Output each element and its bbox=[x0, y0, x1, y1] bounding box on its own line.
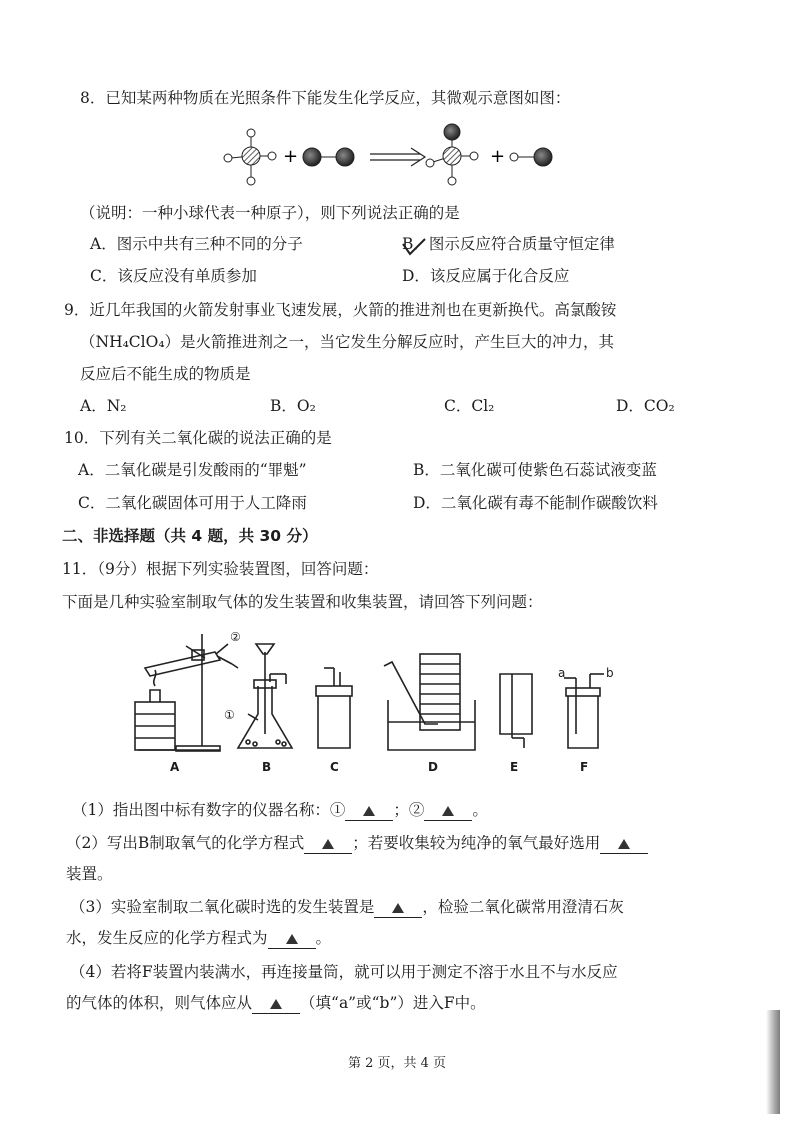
q11-p4-text-b: 的气体的体积，则气体应从 bbox=[66, 994, 253, 1012]
answer-blank-4[interactable] bbox=[600, 833, 648, 854]
apparatus-a-drawing bbox=[135, 634, 238, 751]
section2-title: 二、非选择题（共 4 题，共 30 分） bbox=[62, 527, 318, 545]
scan-edge-shadow bbox=[766, 1010, 780, 1114]
q11-part4-cont bbox=[66, 993, 486, 1014]
q11-stem: 11．（9分）根据下列实验装置图，回答问题： bbox=[62, 560, 379, 578]
q11-p2-text-a: （2）写出B制取氧气的化学方程式 bbox=[66, 834, 305, 852]
plus-sign-2: + bbox=[490, 146, 506, 167]
reaction-diagram bbox=[215, 122, 565, 194]
apparatus-e-drawing bbox=[500, 674, 532, 748]
triangle-icon bbox=[392, 903, 404, 913]
q11-part3 bbox=[70, 897, 624, 918]
q9-line1: 9．近几年我国的火箭发射事业飞速发展，火箭的推进剂也在更新换代。高氯酸铵 bbox=[64, 301, 617, 319]
product-molecule-1 bbox=[426, 124, 478, 185]
q9-option-a: A．N₂ bbox=[80, 397, 127, 415]
answer-blank-2[interactable] bbox=[424, 800, 472, 821]
q11-p1-text-c: 。 bbox=[472, 801, 488, 819]
port-b-label: b bbox=[606, 666, 614, 680]
apparatus-c-drawing bbox=[316, 668, 352, 748]
q9-line2: （NH₄ClO₄）是火箭推进剂之一，当它发生分解反应时，产生巨大的冲力，其 bbox=[80, 333, 615, 351]
q11-intro: 下面是几种实验室制取气体的发生装置和收集装置，请回答下列问题： bbox=[62, 593, 543, 611]
q11-part3-cont bbox=[66, 928, 331, 949]
q11-p3-text-d: 。 bbox=[315, 929, 332, 947]
reaction-arrow-icon bbox=[370, 148, 425, 166]
q8-option-c: C．该反应没有单质参加 bbox=[90, 267, 257, 285]
reactant-molecule-1 bbox=[224, 129, 276, 185]
q10-option-c: C．二氧化碳固体可用于人工降雨 bbox=[78, 494, 307, 512]
q11-p3-text-b: ，检验二氧化碳常用澄清石灰 bbox=[422, 898, 624, 916]
q11-p3-text-c: 水，发生反应的化学方程式为 bbox=[66, 929, 268, 947]
apparatus-figure bbox=[120, 624, 620, 774]
q11-p1-text-b: ；② bbox=[393, 801, 425, 819]
triangle-icon bbox=[363, 806, 375, 816]
triangle-icon bbox=[270, 999, 282, 1009]
q11-p2-text-b: ；若要收集较为纯净的氧气最好选用 bbox=[352, 834, 601, 852]
answer-blank-6[interactable] bbox=[268, 928, 316, 949]
answer-blank-1[interactable] bbox=[345, 800, 393, 821]
q10-stem: 10．下列有关二氧化碳的说法正确的是 bbox=[64, 429, 332, 447]
q9-option-b: B．O₂ bbox=[270, 397, 316, 415]
q8-stem: 8．已知某两种物质在光照条件下能发生化学反应，其微观示意图如图： bbox=[80, 89, 571, 107]
q9-option-d: D．CO₂ bbox=[616, 397, 675, 415]
q11-p1-text-a: （1）指出图中标有数字的仪器名称：① bbox=[72, 801, 346, 819]
apparatus-label-b: B bbox=[262, 760, 272, 774]
page-footer: 第 2 页，共 4 页 bbox=[347, 1056, 447, 1071]
q11-p3-text-a: （3）实验室制取二氧化碳时选的发生装置是 bbox=[70, 898, 375, 916]
q10-option-a: A．二氧化碳是引发酸雨的“罪魁” bbox=[78, 461, 307, 479]
marker-1-label: ① bbox=[224, 708, 235, 722]
q11-part1 bbox=[72, 800, 488, 821]
q8-option-d: D．该反应属于化合反应 bbox=[402, 267, 570, 285]
reactant-molecule-2 bbox=[303, 148, 354, 166]
q8-option-b: B．图示反应符合质量守恒定律 bbox=[402, 235, 615, 253]
product-molecule-2 bbox=[510, 148, 552, 166]
triangle-icon bbox=[322, 839, 334, 849]
apparatus-f-drawing bbox=[564, 674, 604, 748]
q10-option-b: B．二氧化碳可使紫色石蕊试液变蓝 bbox=[413, 461, 657, 479]
q11-part4: （4）若将F装置内装满水，再连接量筒，就可以用于测定不溶于水且不与水反应 bbox=[70, 963, 618, 981]
q8-note: （说明：一种小球代表一种原子），则下列说法正确的是 bbox=[80, 204, 460, 222]
apparatus-label-e: E bbox=[510, 760, 519, 774]
q9-line3: 反应后不能生成的物质是 bbox=[80, 365, 251, 383]
q8-option-a: A．图示中共有三种不同的分子 bbox=[90, 235, 303, 253]
answer-blank-3[interactable] bbox=[304, 833, 352, 854]
q11-part2 bbox=[66, 833, 648, 854]
apparatus-label-f: F bbox=[580, 760, 589, 774]
answer-blank-7[interactable] bbox=[252, 993, 300, 1014]
apparatus-label-a: A bbox=[170, 760, 180, 774]
answer-blank-5[interactable] bbox=[374, 897, 422, 918]
q11-part2-cont: 装置。 bbox=[66, 865, 113, 883]
plus-sign-1: + bbox=[283, 146, 299, 167]
triangle-icon bbox=[618, 839, 630, 849]
q9-option-c: C．Cl₂ bbox=[444, 397, 495, 415]
check-mark-icon bbox=[400, 236, 428, 258]
q10-option-d: D．二氧化碳有毒不能制作碳酸饮料 bbox=[413, 494, 658, 512]
triangle-icon bbox=[286, 934, 298, 944]
port-a-label: a bbox=[558, 666, 566, 680]
marker-2-label: ② bbox=[230, 630, 241, 644]
apparatus-b-drawing bbox=[238, 644, 292, 748]
apparatus-d-drawing bbox=[384, 654, 475, 750]
triangle-icon bbox=[442, 806, 454, 816]
apparatus-label-d: D bbox=[428, 760, 438, 774]
apparatus-label-c: C bbox=[330, 760, 339, 774]
q11-p4-text-c: （填“a”或“b”）进入F中。 bbox=[300, 994, 486, 1012]
